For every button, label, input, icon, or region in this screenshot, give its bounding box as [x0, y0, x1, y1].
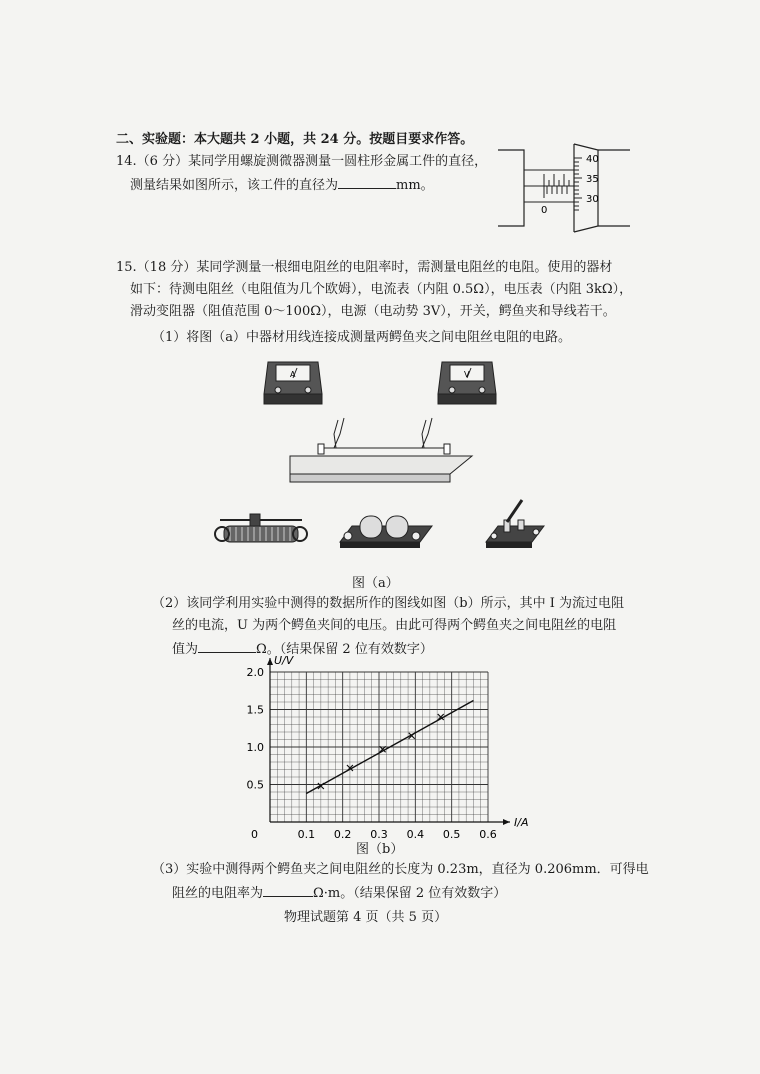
- q15-part1: （1）将图（a）中器材用线连接成测量两鳄鱼夹之间电阻丝电阻的电路。: [152, 330, 572, 345]
- voltmeter-label: V: [464, 370, 470, 379]
- switch: [486, 500, 544, 548]
- q15-part2-line3-suffix: Ω。（结果保留 2 位有效数字）: [256, 642, 433, 657]
- q15-line3: 滑动变阻器（阻值范围 0～100Ω），电源（电动势 3V），开关，鳄鱼夹和导线若干。: [130, 304, 616, 319]
- q14-line2: [130, 174, 434, 196]
- apparatus-figure: [210, 350, 550, 560]
- q15-part3-line2-suffix: Ω·m。（结果保留 2 位有效数字）: [313, 886, 507, 901]
- q15-part2-line2: 丝的电流，U 为两个鳄鱼夹间的电压。由此可得两个鳄鱼夹之间电阻丝的电阻: [172, 618, 617, 633]
- answer-blank-resistance[interactable]: [198, 638, 256, 653]
- micrometer-figure: [496, 136, 632, 244]
- y-axis-label: U/V: [274, 654, 294, 667]
- rheostat: [215, 514, 307, 542]
- thimble-label-40: 40: [586, 154, 599, 165]
- y-tick-label: 1.5: [246, 703, 264, 717]
- q15-line1: 15.（18 分）某同学测量一根细电阻丝的电阻率时，需测量电阻丝的电阻。使用的器材: [116, 260, 613, 275]
- resistance-wire-board: [290, 418, 472, 482]
- fig-a-caption: 图（a）: [352, 576, 399, 591]
- x-tick-label: 0.5: [442, 828, 461, 841]
- battery-holder: [340, 516, 432, 548]
- thimble-label-35: 35: [586, 174, 599, 185]
- x-tick-label: 0.6: [479, 828, 497, 841]
- ammeter: [264, 362, 322, 404]
- origin-label: 0: [251, 828, 258, 841]
- y-tick-label: 1.0: [246, 741, 264, 754]
- q14-line2-prefix: 测量结果如图所示，该工件的直径为: [130, 178, 339, 193]
- section-heading: 二、实验题：本大题共 2 小题，共 24 分。按题目要求作答。: [116, 132, 474, 147]
- answer-blank-resistivity[interactable]: [263, 882, 313, 897]
- voltmeter: [438, 362, 496, 404]
- micrometer-frame-right: [598, 150, 630, 226]
- q15-part3-line1: （3）实验中测得两个鳄鱼夹之间电阻丝的长度为 0.23m，直径为 0.206mm．可得电: [152, 862, 649, 877]
- q14-line1: 14.（6 分）某同学用螺旋测微器测量一圆柱形金属工件的直径，: [116, 154, 488, 169]
- x-tick-label: 0.3: [370, 828, 388, 841]
- page-footer: 物理试题第 4 页（共 5 页）: [284, 910, 448, 925]
- y-tick-label: 2.0: [246, 666, 264, 679]
- q15-line2: 如下：待测电阻丝（电阻值为几个欧姆），电流表（内阻 0.5Ω），电压表（内阻 3kΩ），: [130, 282, 633, 297]
- x-axis-label: I/A: [514, 816, 529, 829]
- ui-graph: [240, 652, 530, 852]
- q15-part2-line1: （2）该同学利用实验中测得的数据所作的图线如图（b）所示，其中 I 为流过电阻: [152, 596, 624, 611]
- fig-b-caption: 图（b）: [356, 842, 404, 857]
- y-axis-arrow: [267, 658, 273, 665]
- x-tick-label: 0.4: [406, 828, 425, 841]
- y-tick-label: 0.5: [246, 778, 264, 792]
- q15-part3-line2: [172, 882, 506, 904]
- sleeve-label-0: 0: [541, 205, 548, 216]
- thimble-label-30: 30: [586, 194, 599, 205]
- ammeter-label: A: [290, 370, 296, 379]
- thimble-ticks: [574, 158, 582, 210]
- x-tick-label: 0.1: [297, 828, 316, 841]
- answer-blank-q14[interactable]: [338, 174, 396, 189]
- x-tick-label: 0.2: [333, 828, 352, 841]
- q15-part3-line2-prefix: 阻丝的电阻率为: [172, 886, 264, 901]
- q14-line2-suffix: mm。: [396, 178, 434, 193]
- q15-part2-line3-prefix: 值为: [172, 642, 199, 657]
- x-axis-arrow: [503, 819, 510, 825]
- micrometer-frame-left: [498, 150, 524, 226]
